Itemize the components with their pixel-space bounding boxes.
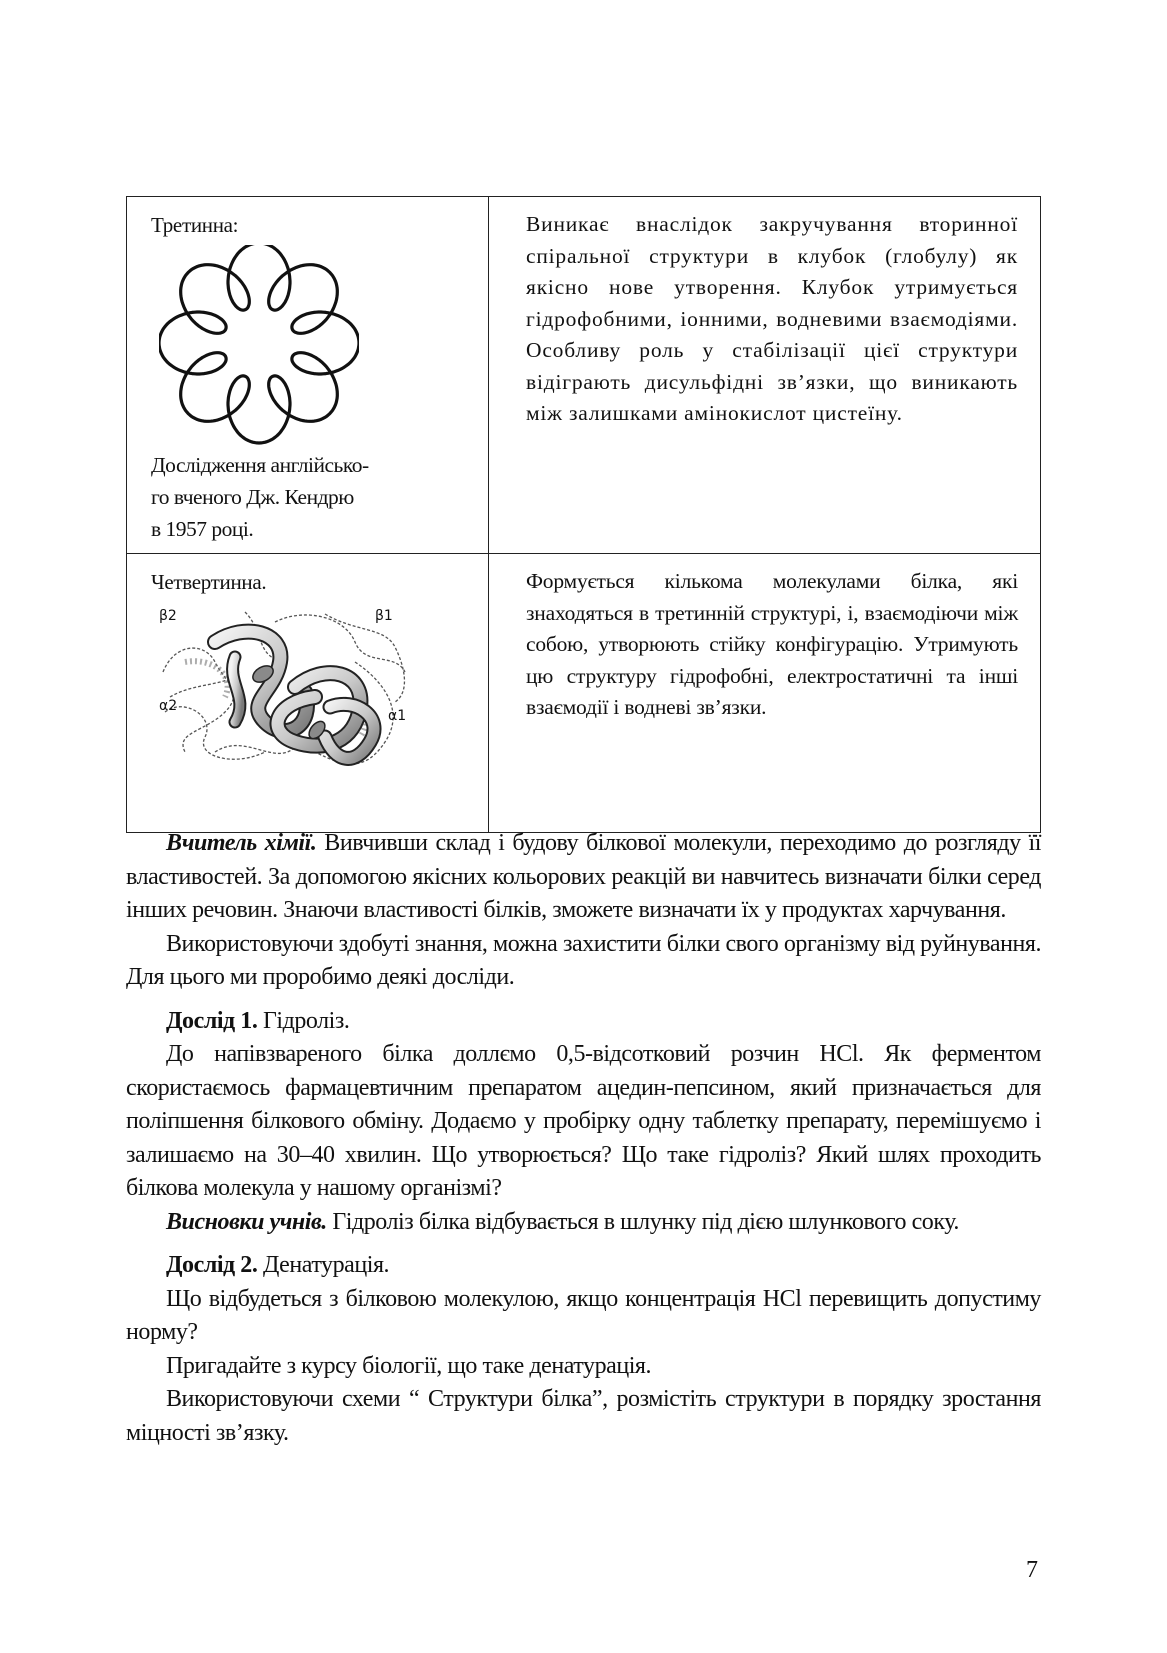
speaker-label: Вчитель хімії.	[166, 830, 317, 856]
table-row	[127, 554, 1041, 833]
page-number: 7	[1026, 1557, 1038, 1583]
experiment-heading: Дослід 2. Денатурація.	[166, 1252, 390, 1278]
experiment-heading: Дослід 1. Гідроліз.	[166, 1007, 350, 1034]
paragraph: Вчитель хімії. Вивчивши склад і будову білкової молекули, переходимо до розгляду її властивостей. За допомогою якісних кольорових реакцій ви навчитесь визначати білки серед інших речовин. Знаючи властивості білків, зможете визначати їх у продуктах харчування.	[126, 830, 1041, 923]
description-cell	[489, 197, 1041, 554]
label-alpha1: α1	[388, 708, 407, 724]
paragraph: Пригадайте з курсу біології, що таке денатурація.	[166, 1352, 652, 1379]
paragraph: Використовуючи схеми “ Структури білка”, розмістіть структури в порядку зростання міцності зв’язку.	[126, 1386, 1041, 1446]
structure-description: Формується кількома молекулами білка, які знаходяться в третинній структурі, і, взаємодіючи між собою, утворюють стійку конфігурацію. Утримують цю структуру гідрофобні, електростатичні та інші взаємодії і водневі зв’язки.	[526, 569, 1018, 719]
quaternary-hemoglobin-icon	[155, 602, 415, 772]
structure-name: Третинна:	[151, 213, 239, 237]
paragraph: Використовуючи здобуті знання, можна захистити білки свого організму від руйнування. Для цього ми проробимо деякі досліди.	[126, 930, 1041, 990]
main-text	[126, 827, 1041, 1450]
structure-cell	[127, 197, 489, 554]
paragraph: Що відбудеться з білковою молекулою, якщо концентрація HCl перевищить допустиму норму?	[126, 1285, 1041, 1345]
label-beta1: β1	[375, 608, 393, 624]
structure-cell	[127, 554, 489, 833]
paragraph: До напівзвареного білка доллємо 0,5-відсотковий розчин HCl. Як ферментом скористаємось фармацевтичним препаратом ацедин-пепсином, який призначається для поліпшення білкового обміну. Додаємо у пробірку одну таблетку препарату, перемішуємо і залишаємо на 30–40 хвилин. Що утворюється? Що таке гідроліз? Який шлях проходить білкова молекула у нашому організмі?	[126, 1041, 1041, 1201]
protein-structures-table	[126, 196, 1041, 833]
structure-name: Четвертинна.	[151, 570, 267, 594]
conclusion-label: Висновки учнів.	[166, 1208, 327, 1235]
description-cell	[489, 554, 1041, 833]
table-row	[127, 197, 1041, 554]
paragraph: Висновки учнів. Гідроліз білка відбувається в шлунку під дією шлункового соку.	[166, 1208, 959, 1235]
label-alpha2: α2	[159, 698, 178, 714]
tertiary-protein-loop-icon	[159, 245, 359, 445]
label-beta2: β2	[159, 608, 177, 624]
structure-description: Виникає внаслідок закручування вторинної спіральної структури в клубок (глобулу) як якісно нове утворення. Клубок утримується гідрофобними, іонними, водневими взаємодіями. Особливу роль у стабілізації цієї структури відіграють дисульфідні зв’язки, що виникають між залишками амінокислот цистеїну.	[526, 212, 1018, 425]
structure-note: Дослідження англійсько- го вченого Дж. Кендрю в 1957 році.	[151, 453, 369, 541]
